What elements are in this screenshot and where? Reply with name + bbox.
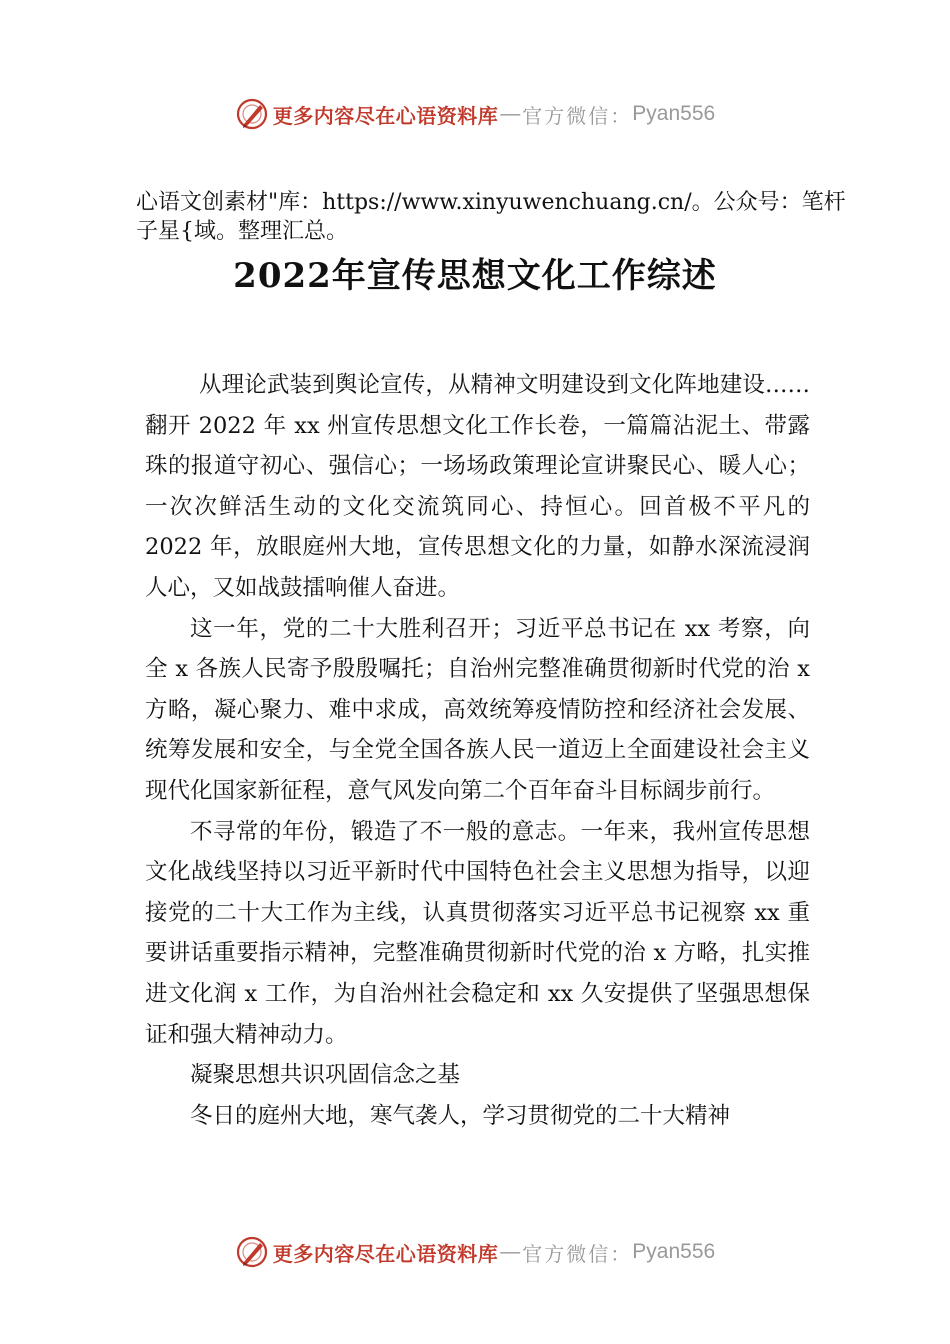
document-title: 2022年宣传思想文化工作综述 <box>233 256 717 296</box>
paragraph-2: 这一年，党的二十大胜利召开；习近平总书记在 xx 考察，向全 x 各族人民寄予殷殷嘱托；自治州完整准确贯彻新时代党的治 x 方略，凝心聚力、难中求成，高效统筹疫情防控和经济社会发展、统筹发展和安全，与全党全国各族人民一道迈上全面建设社会主义现代化国家新征程，意气风发向第二个百年奋斗目标阔步前行。 <box>145 615 810 804</box>
watermark-main-text: 更多内容尽在心语资料库 <box>272 103 499 128</box>
source-line: 心语文创素材"库：https://www.xinyuwenchuang.cn/。公众号：笔杆子星{域。整理汇总。 <box>136 190 846 244</box>
watermark-main-text: 更多内容尽在心语资料库 <box>272 1241 499 1266</box>
watermark-header <box>0 94 950 134</box>
paragraph-1: 从理论武装到舆论宣传，从精神文明建设到文化阵地建设……翻开 2022 年 xx 州宣传思想文化工作长卷，一篇篇沾泥土、带露珠的报道守初心、强信心；一场场政策理论宣讲聚民心、暖人心；一次次鲜活生动的文化交流筑同心、持恒心。回首极不平凡的 2022 年，放眼庭州大地，宣传思想文化的力量，如静水深流浸润人心，又如战鼓擂响催人奋进。 <box>145 372 810 601</box>
pen-logo-icon <box>235 1235 269 1269</box>
watermark-footer <box>0 1232 950 1272</box>
watermark-wechat-label: 官方微信： <box>522 1241 633 1266</box>
watermark-wechat-label: 官方微信： <box>522 103 633 128</box>
paragraph-3: 不寻常的年份，锻造了不一般的意志。一年来，我州宣传思想文化战线坚持以习近平新时代中国特色社会主义思想为指导，以迎接党的二十大工作为主线，认真贯彻落实习近平总书记视察 xx 重要讲话重要指示精神，完整准确贯彻新时代党的治 x 方略，扎实推进文化润 x 工作，为自治州社会稳定和 xx 久安提供了坚强思想保证和强大精神动力。 <box>145 818 810 1048</box>
paragraph-4: 冬日的庭州大地，寒气袭人，学习贯彻党的二十大精神 <box>190 1102 731 1129</box>
watermark-wechat-id: Pyan556 <box>632 1240 716 1263</box>
watermark-wechat-id: Pyan556 <box>632 102 716 125</box>
watermark-dash: — <box>500 1240 521 1263</box>
pen-logo-icon <box>235 97 269 131</box>
watermark-dash: — <box>500 102 521 125</box>
document-body <box>145 365 810 1136</box>
section-heading: 凝聚思想共识巩固信念之基 <box>190 1062 461 1089</box>
